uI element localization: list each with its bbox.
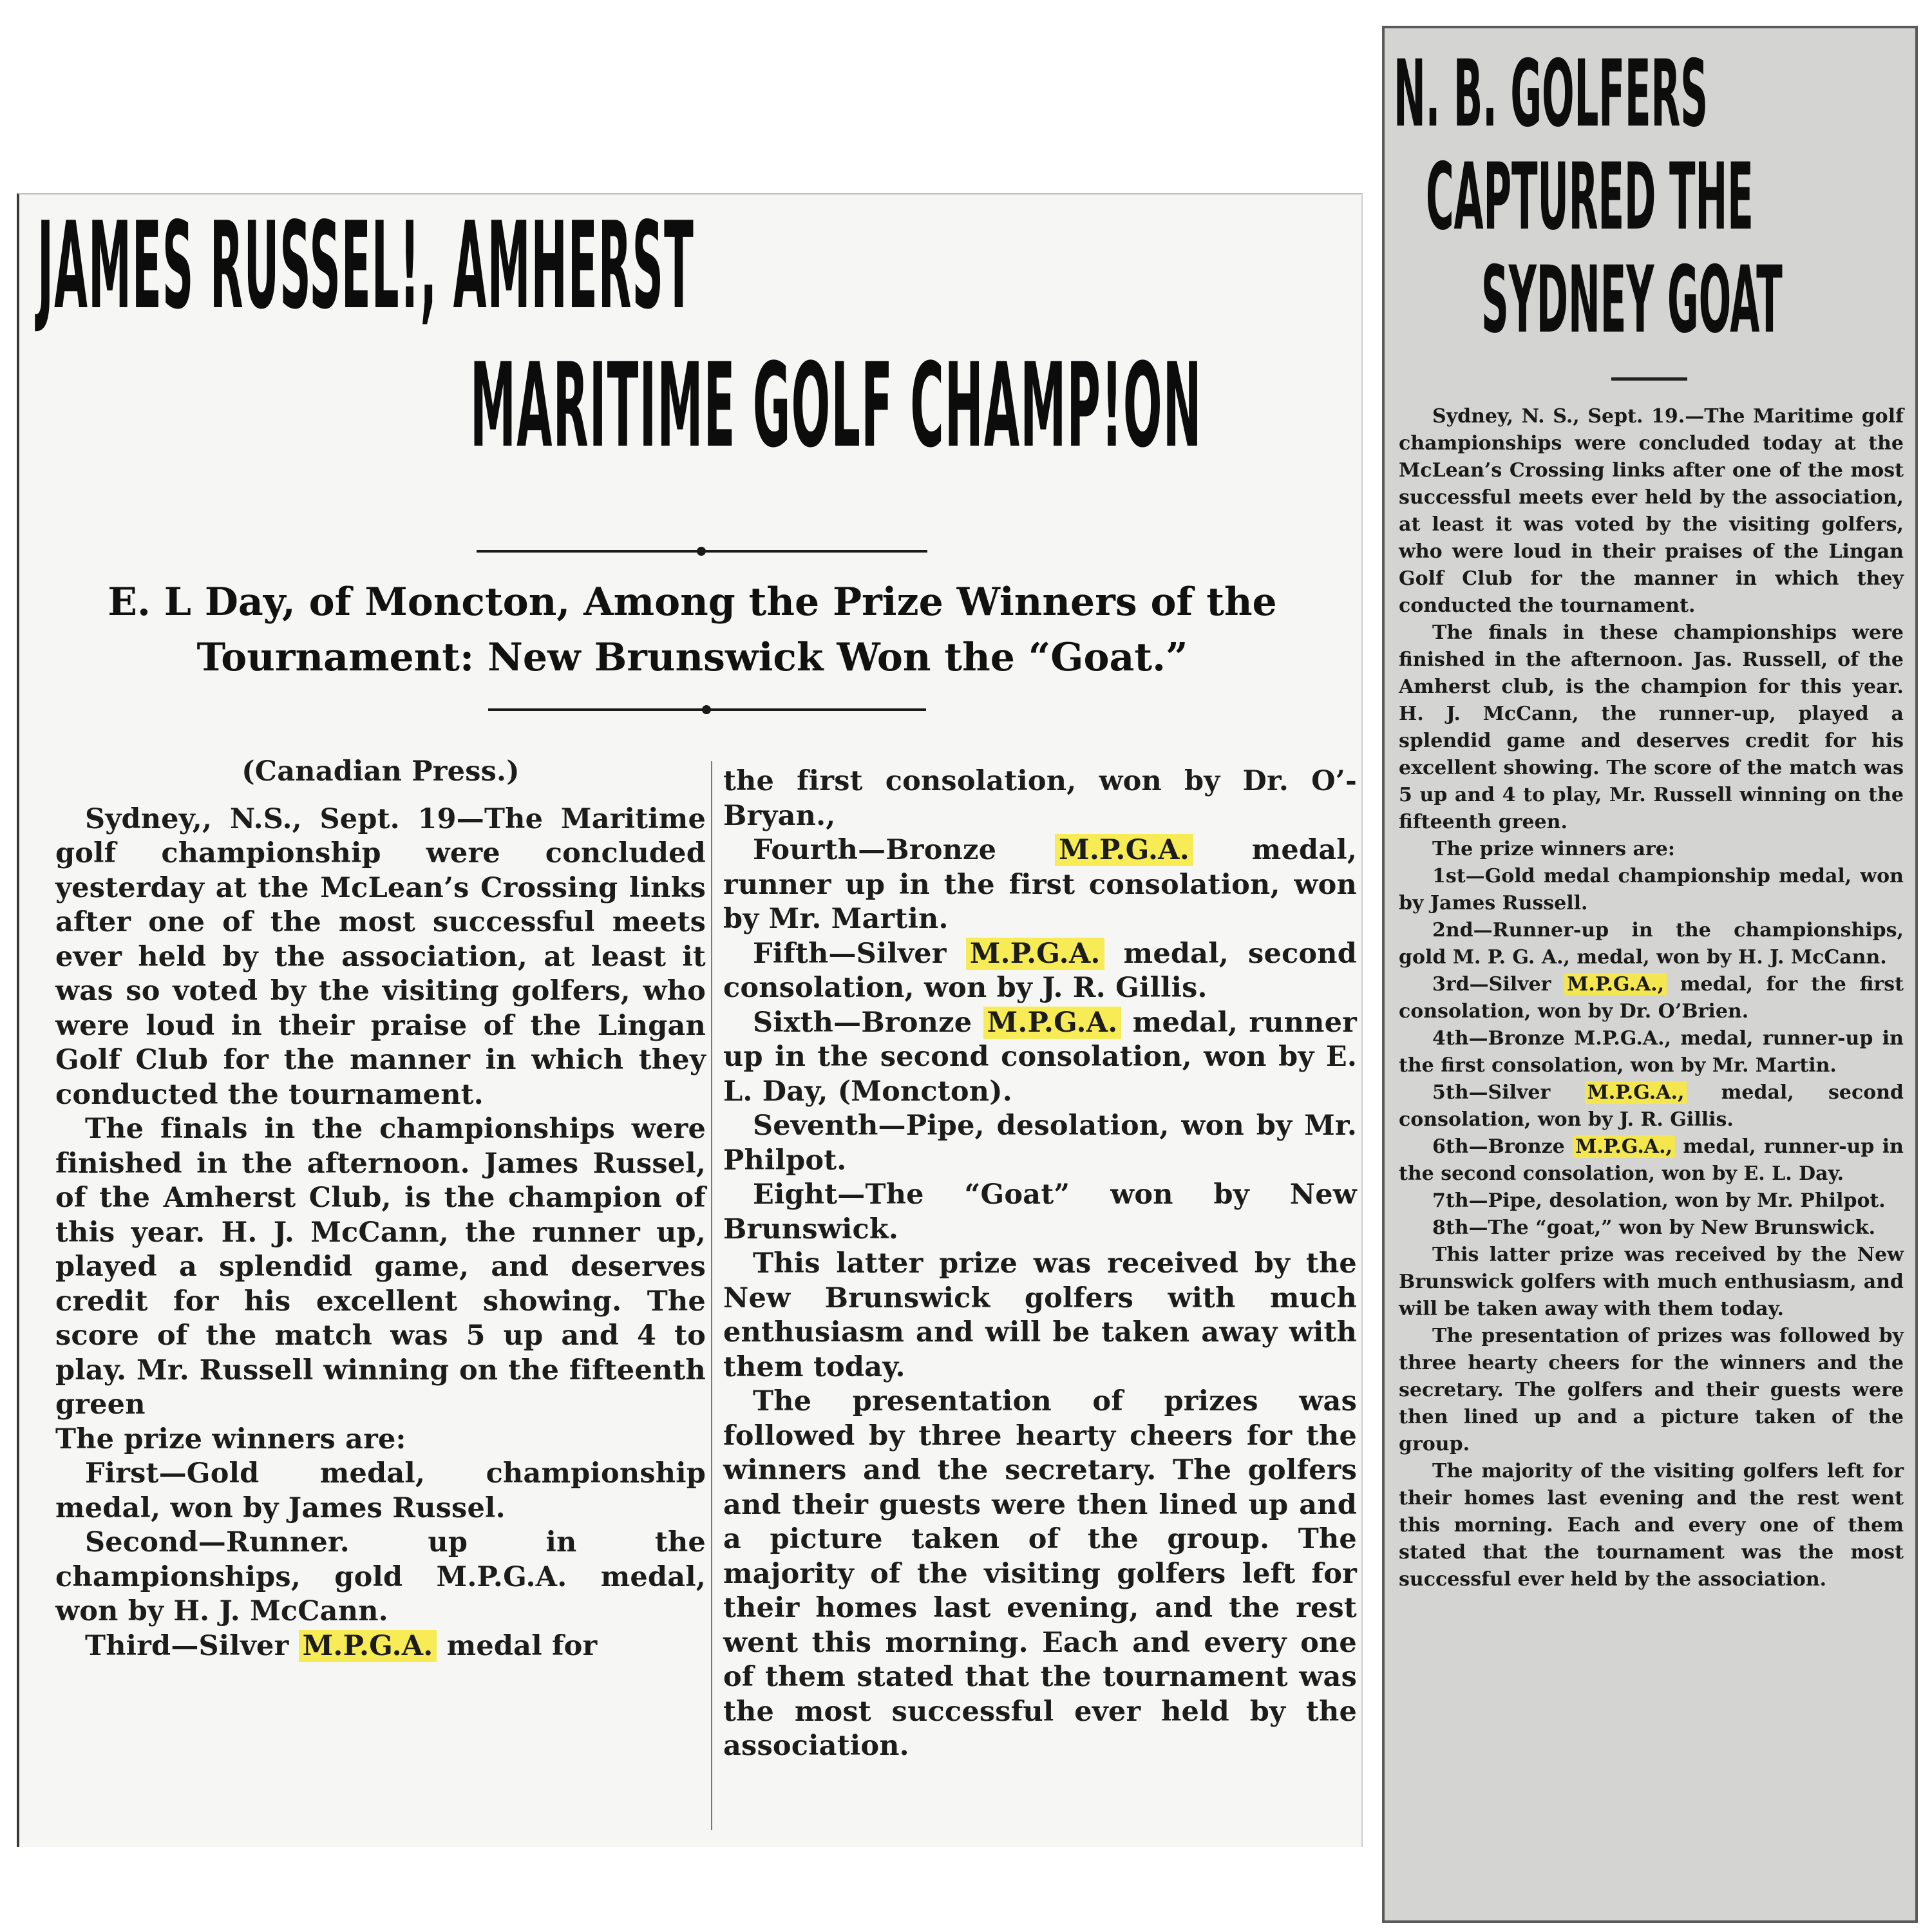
paragraph: Sydney, N. S., Sept. 19.—The Maritime golf championships were concluded today at the McLean’s Crossing links after one of the most successful meets ever held by the association, at least it was voted by the visiting golfers, who were loud in their praises of the Lingan Golf Club for the manner in which they conducted the tournament. [1399,405,1904,617]
paragraph: Second—Runner. up in the championships, gold M.P.G.A. medal, won by H. J. McCann. [55,1526,706,1627]
paragraph [1399,1133,1904,1188]
paragraph: This latter prize was received by the New Brunswick golfers with much enthusiasm and will be taken away with them today. [723,1247,1357,1383]
text: medal, runner-up in the second consolation, won by E. L. Day. [1399,1135,1904,1185]
text: medal, for the first consolation, won by Dr. O’Brien. [1399,973,1904,1023]
paragraph: Sydney,, N.S., Sept. 19—The Maritime golf championship were concluded yesterday at the McLean’s Crossing links after one of the most successful meets ever held by the association, at least it was so voted by the visiting golfers, who were loud in their praise of the Lingan Golf Club for the manner in which they conducted the tournament. [55,802,706,1111]
paragraph: 7th—Pipe, desolation, won by Mr. Philpot. [1432,1189,1886,1212]
highlighted-text: M.P.G.A., [1564,973,1667,996]
left-headline-line2: MARITIME GOLF CHAMP!ON [470,339,1202,474]
paragraph: The prize winners are: [1432,838,1675,860]
paragraph: 2nd—Runner-up in the championships, gold M. P. G. A., medal, won by H. J. McCann. [1399,919,1904,969]
text: Third—Silver [85,1629,289,1662]
highlighted-text: M.P.G.A. [1055,834,1193,866]
highlighted-text: M.P.G.A., [1585,1081,1687,1104]
right-newspaper-clipping [1382,26,1918,1923]
highlighted-text: M.P.G.A., [1573,1135,1675,1158]
text: Sixth—Bronze [753,1006,972,1039]
highlighted-text: M.P.G.A. [966,938,1104,970]
right-headline-rule [1611,377,1687,381]
right-article-column [1399,403,1904,1593]
text: 5th—Silver [1432,1081,1551,1104]
paragraph [1399,1079,1904,1133]
paragraph: The prize winners are: [55,1423,406,1455]
paragraph: 4th—Bronze M.P.G.A., medal, runner-up in the first consolation, won by Mr. Martin. [1399,1027,1904,1077]
paragraph: Seventh—Pipe, desolation, won by Mr. Philpot. [723,1110,1357,1177]
paragraph: 1st—Gold medal championship medal, won by James Russell. [1399,865,1904,914]
paragraph: The finals in the championships were finished in the afternoon. James Russel, of the Amherst Club, is the champion of this year. H. J. McCann, the runner up, played a splendid game, and deserves credit for his excellent showing. The score of the match was 5 up and 4 to play. Mr. Russell winning on the fifteenth green [55,1113,706,1421]
text: 3rd—Silver [1432,973,1551,996]
text: medal, runner up in the first consolation, won by Mr. Martin. [723,834,1358,935]
paragraph [723,937,1357,1006]
highlighted-text: M.P.G.A. [983,1007,1122,1039]
left-article-column-1 [55,755,706,1663]
text: Fourth—Bronze [753,834,997,866]
paragraph: Eight—The “Goat” won by New Brunswick. [723,1179,1357,1245]
paragraph [723,1006,1357,1110]
subhead-divider-dot [702,705,711,714]
text: medal, runner up in the second consolation, won by E. L. Day, (Moncton). [723,1006,1358,1108]
byline: (Canadian Press.) [242,755,520,788]
right-headline-line1: N. B. GOLFERS [1394,40,1709,147]
text: medal, second consolation, won by J. R. Gillis. [723,937,1357,1004]
paragraph [1399,971,1904,1025]
paragraph: The presentation of prizes was followed by three hearty cheers for the winners and the secretary. The golfers and their guests were then lined up and a picture taken of the group. [1399,1325,1904,1455]
paragraph: The finals in these championships were finished in the afternoon. Jas. Russell, of the Amherst club, is the champion for this year. H. J. McCann, the runner-up, played a splendid game and deserves credit for his excellent showing. The score of the match was 5 up and 4 to play, Mr. Russell winning on the fifteenth green. [1399,621,1904,833]
paragraph: The majority of the visiting golfers left for their homes last evening and the rest went this morning. Each and every one of them stated that the tournament was the most successful ever held by the association. [1399,1460,1904,1591]
left-subheadline: E. L Day, of Moncton, Among the Prize Winners of the Tournament: New Brunswick Won the “Goat.” [108,580,1277,680]
paragraph: the first consolation, won by Dr. O’-Bryan., [723,765,1357,832]
headline-divider-dot [697,547,706,556]
right-headline-line2: CAPTURED THE [1426,143,1754,251]
left-article-column-2 [723,764,1357,1764]
text: Fifth—Silver [753,937,947,970]
right-headline-line3: SYDNEY GOAT [1481,246,1783,354]
column-divider [711,761,712,1830]
left-headline-line1: JAMES RUSSEL!, AMHERST [37,197,695,336]
paragraph: The presentation of prizes was followed by three hearty cheers for the winners and the secretary. The golfers and their guests were then lined up and a picture taken of the group. The majority of the visiting golfers left for their homes last evening, and the rest went this morning. Each and every one of them stated that the tournament was the most successful ever held by the association. [723,1385,1357,1762]
paragraph: First—Gold medal, championship medal, won by James Russel. [55,1457,706,1524]
text: medal for [446,1629,598,1662]
left-newspaper-clipping [17,193,1363,1847]
paragraph: 8th—The “goat,” won by New Brunswick. [1432,1217,1876,1239]
highlighted-text: M.P.G.A. [299,1630,437,1662]
paragraph [55,1629,706,1664]
text: 6th—Bronze [1432,1135,1565,1158]
text: medal, second consolation, won by J. R. Gillis. [1399,1081,1904,1131]
paragraph: This latter prize was received by the New Brunswick golfers with much enthusiasm, and will be taken away with them today. [1399,1244,1904,1320]
paragraph [723,833,1357,937]
